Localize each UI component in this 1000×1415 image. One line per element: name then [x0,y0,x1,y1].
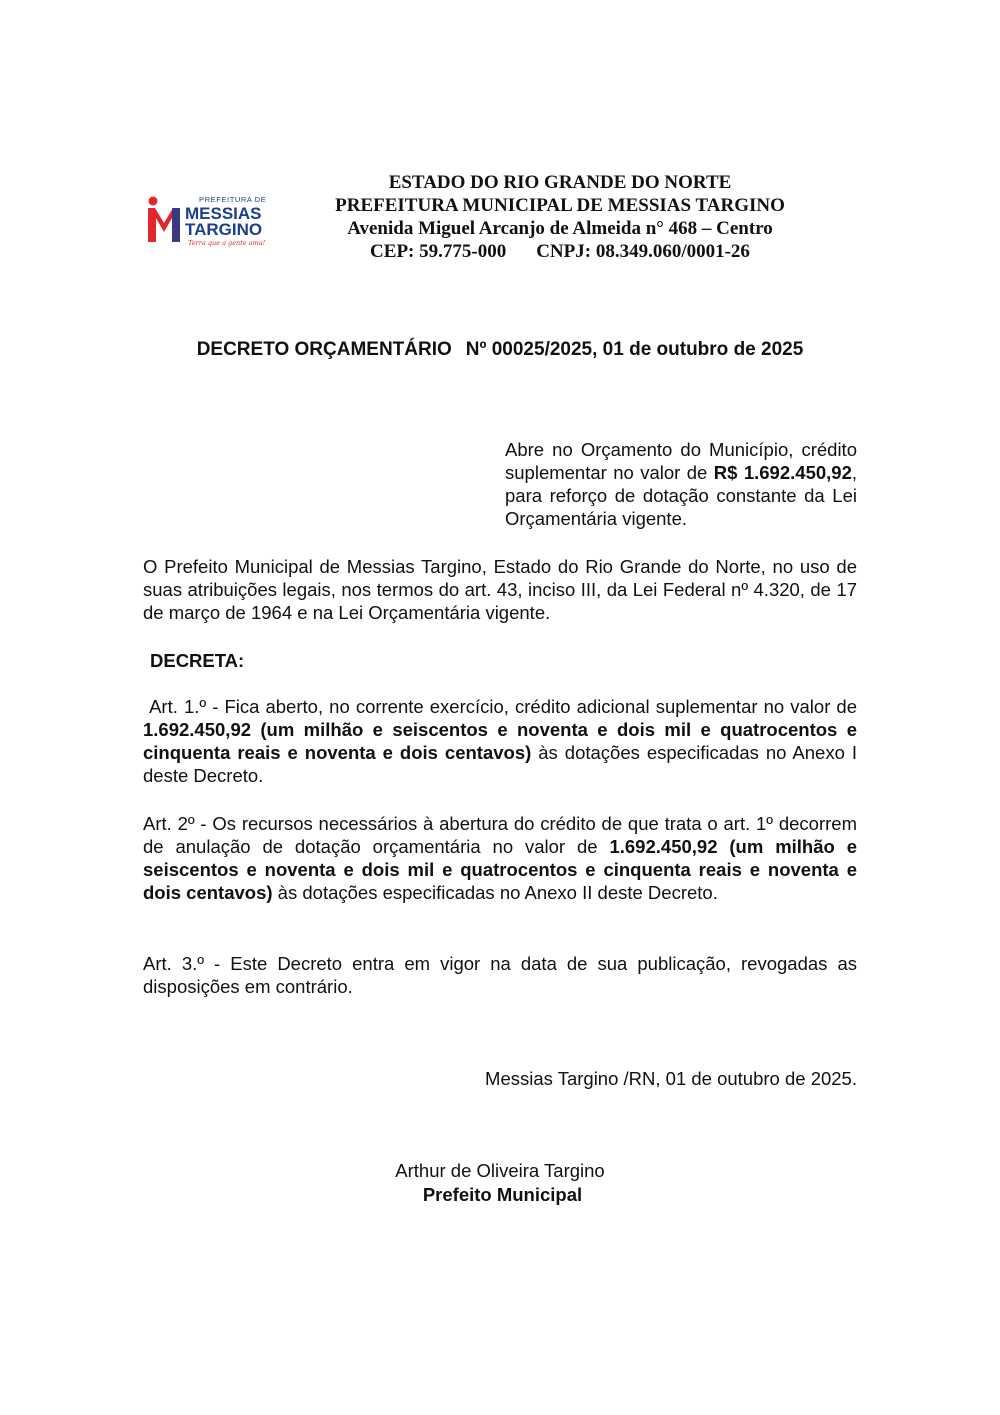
municipality-logo [145,192,285,248]
article-1-value: 1.692.450,92 (um milhão e seiscentos e noventa e dois mil e quatrocentos e cinquenta reais e noventa e dois centavos) [143,719,857,763]
header-address: Avenida Miguel Arcanjo de Almeida n° 468 – Centro [347,218,773,239]
header-ids [300,240,820,263]
logo-tagline: Terra que a gente ama! [188,239,266,247]
ementa-value: R$ 1.692.450,92 [713,462,852,483]
article-2-value: 1.692.450,92 (um milhão e seiscentos e noventa e dois mil e quatrocentos e cinquenta reais e noventa e dois centavos) [143,836,857,903]
ementa-text-2: , para reforço de dotação constante da Lei Orçamentária vigente. [505,462,857,529]
article-3: Art. 3.º - Este Decreto entra em vigor na data de sua publicação, revogadas as disposições em contrário. [143,953,857,997]
preamble: O Prefeito Municipal de Messias Targino, Estado do Rio Grande do Norte, no uso de suas atribuições legais, nos termos do art. 43, inciso III, da Lei Federal nº 4.320, de 17 de março de 1964 e na Lei Orçamentária vigente. [143,556,857,623]
decree-title [0,339,1000,361]
logo-small-text: PREFEITURA DE [199,195,267,204]
article-1-text-1: Art. 1.º - Fica aberto, no corrente exercício, crédito adicional suplementar no valor de [149,696,858,717]
logo-line2: TARGINO [185,220,263,239]
place-date: Messias Targino /RN, 01 de outubro de 2025. [485,1068,857,1089]
decreta-heading: DECRETA: [150,650,245,671]
article-2-text-1: Art. 2º - Os recursos necessários à abertura do crédito de que trata o art. 1º decorrem de anulação de dotação orçamentária no valor de [143,813,857,857]
logo-graphic [145,192,285,248]
signatory-name: Arthur de Oliveira Targino [395,1160,605,1181]
article-1 [143,695,857,787]
header-prefecture: PREFEITURA MUNICIPAL DE MESSIAS TARGINO [335,195,785,216]
decree-title-label: DECRETO ORÇAMENTÁRIO [196,339,452,360]
logo-line1: MESSIAS [185,204,262,223]
letterhead [300,171,820,263]
ementa [505,438,857,530]
article-1-text-2: às dotações especificadas no Anexo I deste Decreto. [143,742,857,786]
decree-title-number: Nº 00025/2025, 01 de outubro de 2025 [465,339,804,360]
article-2-text-2: às dotações especificadas no Anexo II deste Decreto. [272,882,718,903]
ementa-text-1: Abre no Orçamento do Município, crédito suplementar no valor de [505,439,857,483]
header-cep: CEP: 59.775-000 [370,241,507,262]
header-cnpj: CNPJ: 08.349.060/0001-26 [536,241,750,262]
article-2 [143,812,857,904]
header-state: ESTADO DO RIO GRANDE DO NORTE [388,172,732,193]
signatory-role: Prefeito Municipal [422,1184,583,1205]
